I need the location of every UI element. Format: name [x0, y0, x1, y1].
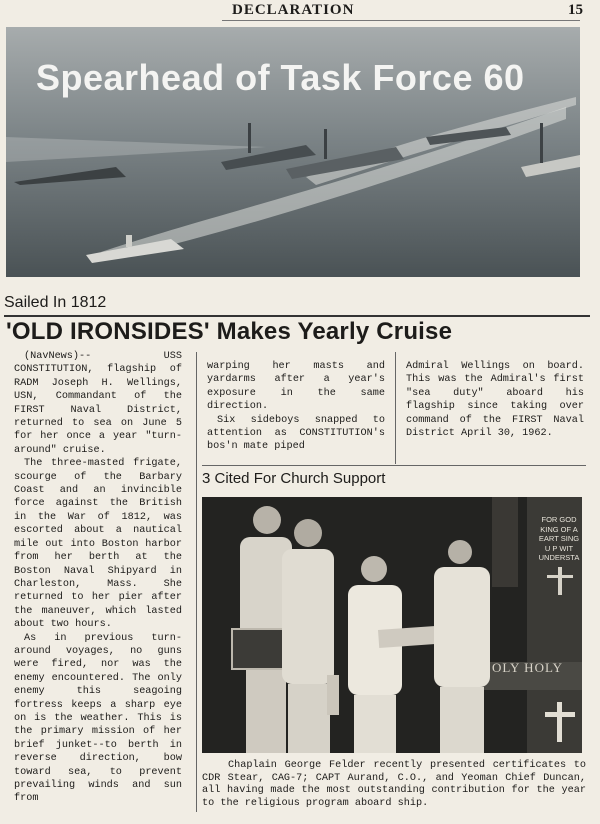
- task-force-photo: [6, 27, 580, 277]
- paragraph: warping her masts and yardarms after a year's exposure in the same direction.: [207, 361, 385, 413]
- paragraph: (NavNews)-- USS CONSTITUTION, flagship of RADM Joseph H. Wellings, USN, Commandant of the FIRST Naval District, returned to sea on June 5 for her once a year "turn-around" cruise.: [14, 351, 182, 456]
- page-number: 15: [568, 2, 583, 18]
- article-kicker: Sailed In 1812: [4, 294, 107, 311]
- altar-holy-text: OLY HOLY: [492, 660, 563, 675]
- paragraph: As in previous turn-around voyages, no guns were fired, nor was the enemy encountered. The only enemy this seagoing fortress keeps a sharp eye on is the weather. This is the primary mission of her brief junket--to berth in reverse direction, bow toward sea, to prevent prevailing winds and sun from: [14, 632, 182, 805]
- church-award-photo: [202, 497, 582, 753]
- church-story-headline: 3 Cited For Church Support: [202, 470, 386, 487]
- caption-text: Chaplain George Felder recently presented certificates to CDR Stear, CAG-7; CAPT Aurand, C.O., and Yeoman Chief Duncan, all having made the most outstanding contribution for the year to the religious program aboard ship.: [202, 760, 586, 809]
- paragraph: The three-masted frigate, scourge of the Barbary Coast and an invincible force against the British in the War of 1812, was escorted about a nautical mile out into Boston harbor from her berth at the Boston Naval Shipyard in Charleston, Mass. She returned to her pier after the maneuver, which lasted about two hours.: [14, 458, 182, 631]
- header-rule: [222, 20, 580, 21]
- column-divider: [395, 352, 396, 464]
- article-column-2: [207, 360, 385, 454]
- banner-title: Spearhead of Task Force 60: [36, 57, 525, 98]
- award-ceremony-illustration: [202, 497, 582, 753]
- section-rule: [202, 465, 586, 466]
- altar-sign-text: FOR GOD KING OF A EART SING U P WIT UNDERSTA: [538, 515, 580, 562]
- article-headline: 'OLD IRONSIDES' Makes Yearly Cruise: [6, 318, 453, 345]
- paragraph: Six sideboys snapped to attention as CONSTITUTION's bos'n mate piped: [207, 414, 385, 453]
- article-column-3: [406, 360, 584, 440]
- photo-caption: [202, 760, 586, 810]
- column-divider: [196, 352, 197, 812]
- publication-title: DECLARATION: [232, 2, 355, 18]
- kicker-rule: [4, 315, 590, 317]
- article-column-1: [14, 350, 182, 806]
- paragraph: Admiral Wellings on board. This was the Admiral's first "sea duty" aboard his flagship since taking over command of the FIRST Naval District April 30, 1962.: [406, 361, 584, 440]
